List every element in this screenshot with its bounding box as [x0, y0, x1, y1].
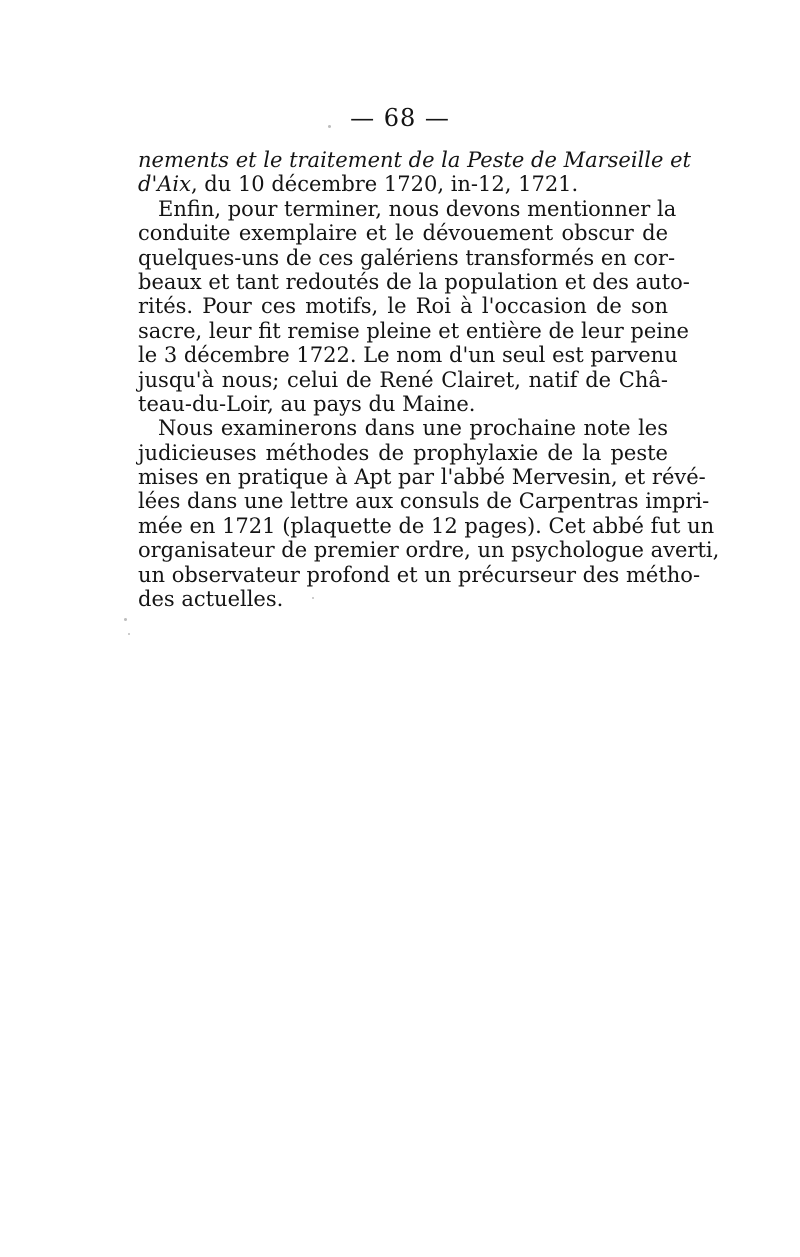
text-line — [138, 562, 701, 587]
paper-speck — [328, 125, 331, 128]
text-segment: quelques-uns de ces galériens transformés en cor- — [138, 245, 676, 270]
text-line — [138, 245, 676, 270]
text-segment: des actuelles. — [138, 587, 284, 612]
text-segment: Nous examinerons dans une prochaine note les — [158, 416, 668, 441]
italic-text-segment: d'Aix — [138, 172, 191, 197]
page-number: — 68 — — [350, 104, 450, 132]
text-segment: teau-du-Loir, au pays du Maine. — [138, 391, 476, 416]
text-segment: jusqu'à nous; celui de René Clairet, natif de Châ- — [138, 367, 668, 392]
text-segment: beaux et tant redoutés de la population et des auto- — [138, 269, 690, 294]
paper-speck — [312, 597, 314, 599]
text-segment: rités. Pour ces motifs, le Roi à l'occasion de son — [138, 294, 668, 319]
text-segment: sacre, leur fit remise pleine et entière de leur peine — [138, 318, 689, 343]
text-segment: organisateur de premier ordre, un psychologue averti, — [138, 538, 720, 563]
text-line — [138, 416, 668, 440]
text-line — [138, 172, 668, 196]
text-segment: un observateur profond et un précurseur des métho- — [138, 562, 701, 587]
text-segment: , du 10 décembre 1720, in-12, 1721. — [190, 172, 579, 197]
text-line — [138, 148, 691, 172]
text-segment: mée en 1721 (plaquette de 12 pages). Cet abbé fut un — [138, 513, 715, 538]
paper-speck — [124, 618, 127, 621]
text-segment: mises en pratique à Apt par l'abbé Mervesin, et révé- — [138, 465, 706, 490]
text-line — [138, 368, 668, 392]
text-segment: judicieuses méthodes de prophylaxie de la peste — [138, 440, 668, 465]
text-line — [138, 465, 706, 490]
text-segment: lées dans une lettre aux consuls de Carpentras impri- — [138, 489, 710, 514]
text-segment: conduite exemplaire et le dévouement obscur de — [138, 221, 668, 246]
text-line — [138, 538, 720, 563]
text-line — [138, 343, 678, 368]
text-line — [138, 318, 689, 343]
paper-speck — [128, 633, 130, 635]
text-line — [138, 513, 715, 538]
text-line — [138, 196, 677, 221]
text-line — [138, 441, 668, 465]
text-line — [138, 392, 668, 416]
text-line — [138, 489, 710, 514]
italic-text-segment: nements et le traitement de la Peste de Marseille et — [138, 148, 691, 172]
text-line — [138, 221, 668, 245]
text-line — [138, 269, 690, 294]
body-text — [138, 148, 720, 612]
text-line — [138, 587, 668, 611]
text-segment: Enfin, pour terminer, nous devons mentionner la — [158, 196, 677, 221]
text-line — [138, 294, 668, 318]
text-segment: le 3 décembre 1722. Le nom d'un seul est parvenu — [138, 343, 678, 368]
